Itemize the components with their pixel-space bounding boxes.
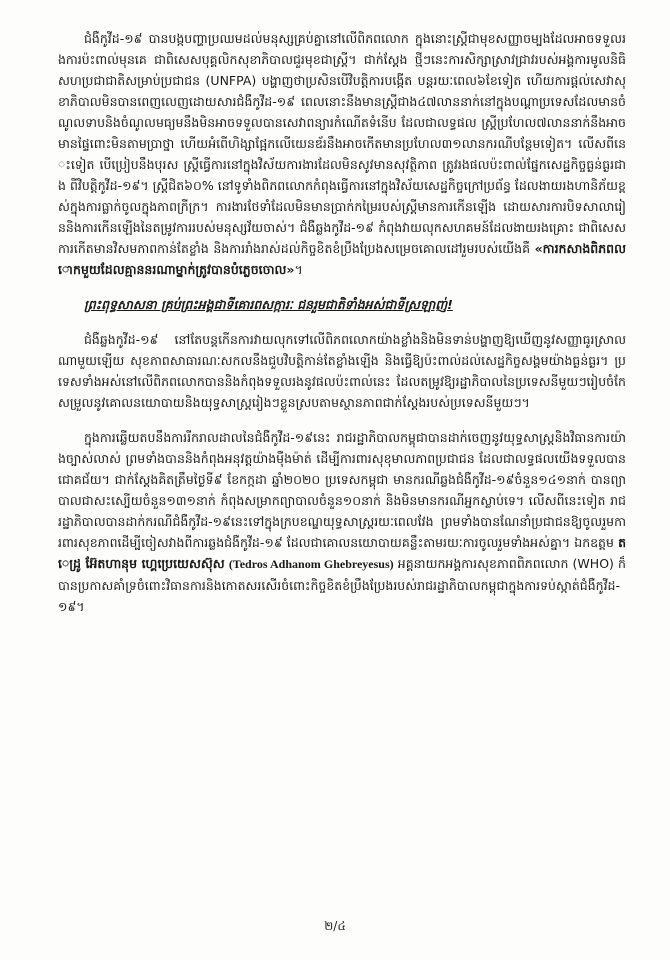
who-director-name-kh: តេដ្រូ អ៊ែតហានុម ហ្គេប្រេយេសស៊ុស — [58, 535, 626, 571]
who-director-name-latin: (Tedros Adhanom Ghebreyesus) — [228, 557, 394, 571]
page-number: ២/៤ — [324, 919, 346, 933]
paragraph-1-end: ។ — [294, 262, 303, 277]
paragraph-2: ជំងឺឆ្លងកូវីដ-១៩ នៅតែបន្តកើនការវាយលុកទៅលើពិភពលោកយ៉ាងខ្លាំងនិងមិនទាន់បង្ហាញឱ្យឃើញនូវសញ្ញាធូរស្រាលណាមួយឡើយ សុខភាពសាធារណៈសកលនឹងជួបវិបត្តិកាន់តែខ្លាំងឡើង និងធ្វើឱ្យប៉ះពាល់ដល់សេដ្ឋកិច្ចសង្គមយ៉ាងធ្ងន់ធ្ងរ។ ប្រទេសទាំងអស់នៅលើពិភពលោកបាននិងកំពុងទទួលរងនូវផលប៉ះពាល់នេះ ដែលតម្រូវឱ្យរដ្ឋាភិបាលនៃប្រទេសនីមួយៗរៀបចំកែសម្រួលនូវគោលនយោបាយនិងយុទ្ធសាស្ត្ររៀងៗខ្លួនស្របតាមស្ថានភាពជាក់ស្តែងរបស់ប្រទេសនីមួយៗ។ — [58, 332, 626, 410]
paragraph-3 — [58, 427, 626, 617]
paragraph-1-text: ជំងឺកូវីដ-១៩ បានបង្កបញ្ហាប្រឈមដល់មនុស្សគ្រប់គ្នានៅលើពិភពលោក ក្នុងនោះស្ត្រីជាមុខសញ្ញាចម្បងដែលអាចទទួលរងការប៉ះពាល់មុនគេ ជាពិសេសបុគ្គលិកសុខាភិបាលជួរមុខជាស្ត្រី។ ជាក់ស្តែង ថ្មីៗនេះការសិក្សាស្រាវជ្រាវរបស់អង្គការមូលនិធិសហប្រជាជាតិសម្រាប់ប្រជាជន (UNFPA) បង្ហាញថាប្រសិនបើវិបត្តិការបង្កើត បន្តរយៈពេល៦ខែទៀត ហើយការផ្តល់សេវាសុខាភិបាលមិនបានពេញលេញដោយសារជំងឺកូវីដ-១៩ ពេលនោះនឹងមានស្ត្រីជាង៤៧លាននាក់នៅក្នុងបណ្តាប្រទេសដែលមានចំណូលទាបនិងចំណូលមធ្យមនឹងមិនអាចទទួលបានសេវាពន្យារកំណើតទំនើប ដែលជាលទ្ធផល ស្ត្រីប្រហែល៧លាននាក់នឹងអាចមានផ្ទៃពោះមិនតាមប្រាថ្នា ហើយអំពើហិង្សាផ្អែកលើយេនឌ័រនឹងអាចកើតមានប្រហែល៣១លានករណីបន្ថែមទៀត។ លើសពីនេះទៀត បើប្រៀបនឹងបុរស ស្ត្រីធ្វើការនៅក្នុងវិស័យការងារដែលមិនសូវមានសុវត្ថិភាព ត្រូវរងផលប៉ះពាល់ផ្នែកសេដ្ឋកិច្ចធ្ងន់ធ្ងរជាង ពីវិបត្តិកូវីដ-១៩។ ស្ត្រីជិត៦០% នៅទូទាំងពិភពលោកកំពុងធ្វើការនៅក្នុងវិស័យសេដ្ឋកិច្ចក្រៅប្រព័ន្ធ ដែលងាយរងហានិភ័យខ្ពស់ក្នុងការធ្លាក់ចូលក្នុងភាពក្រីក្រ។ ការងារថែទាំដែលមិនមានប្រាក់កម្រៃរបស់ស្ត្រីមានការកើនឡើង ដោយសារការបិទសាលារៀននិងការកើនឡើងនៃតម្រូវការរបស់មនុស្សវ័យចាស់។ ជំងឺឆ្លងកូវីដ-១៩ កំពុងវាយលុកសហគមន៍ដែលងាយរងគ្រោះ ជាពិសេស ការកើតមានវិសមភាពកាន់តែខ្លាំង និងការរាំងរាស់ដល់កិច្ចខិតខំប្រឹងប្រែងសម្រេចគោលដៅរួមរបស់យើងគឺ — [58, 31, 626, 256]
paragraph-1 — [58, 28, 626, 280]
paragraph-1-quote: «ការកសាងពិភពលោកមួយដែលគ្មាននរណាម្នាក់ត្រូវបានបំភ្លេចចោល» — [58, 241, 626, 277]
salutation-heading: ព្រះពុទ្ធសាសនា គ្រប់ព្រះអង្គជាទីគោរពសក្ការៈ ជនរួមជាតិទាំងអស់ជាទីស្រឡាញ់! — [84, 297, 453, 312]
paragraph-3-text: ក្នុងការឆ្លើយតបនឹងការរីករាលដាលនៃជំងឺកូវីដ-១៩នេះ រាជរដ្ឋាភិបាលកម្ពុជាបានដាក់ចេញនូវយុទ្ធសាស្ត្រនិងវិធានការយ៉ាងច្បាស់លាស់ ព្រមទាំងបាននិងកំពុងអនុវត្តយ៉ាងម៉ឺងម៉ាត់ ដើម្បីការពារសុខុមាលភាពប្រជាជន ដែលជាលទ្ធផលយើងទទួលបានជោគជ័យ។ ជាក់ស្តែងគិតត្រឹមថ្ងៃទី៩ ខែកក្កដា ឆ្នាំ២០២០ ប្រទេសកម្ពុជា មានករណីឆ្លងជំងឺកូវីដ-១៩ចំនួន១៤១នាក់ បានព្យាបាលជាសះស្បើយចំនួន១៣១នាក់ កំពុងសម្រាកព្យាបាលចំនួន១០នាក់ និងមិនមានករណីអ្នកស្លាប់ទេ។ លើសពីនេះទៀត រាជរដ្ឋាភិបាលបានដាក់ករណីជំងឺកូវីដ-១៩នេះទៅក្នុងក្របខណ្ឌយុទ្ធសាស្ត្ររយៈពេលវែង ព្រមទាំងបានណែនាំប្រជាជនឱ្យចូលរួមការពារសុខភាពដើម្បីចៀសវាងពីការឆ្លងជំងឺកូវីដ-១៩ ដែលជាគោលនយោបាយគន្លឹះតាមរយៈការចូលរួមទាំងអស់គ្នា។ ឯកឧត្តម — [58, 430, 626, 550]
paragraph-3-end: អគ្គនាយកអង្គការសុខភាពពិភពលោក (WHO) ក៏បានប្រកាសគាំទ្រចំពោះវិធានការនិងកោតសរសើរចំពោះកិច្ចខិតខំប្រឹងប្រែងរបស់រាជរដ្ឋាភិបាលកម្ពុជាក្នុងការទប់ស្កាត់ជំងឺកូវីដ-១៩។ — [58, 556, 626, 614]
